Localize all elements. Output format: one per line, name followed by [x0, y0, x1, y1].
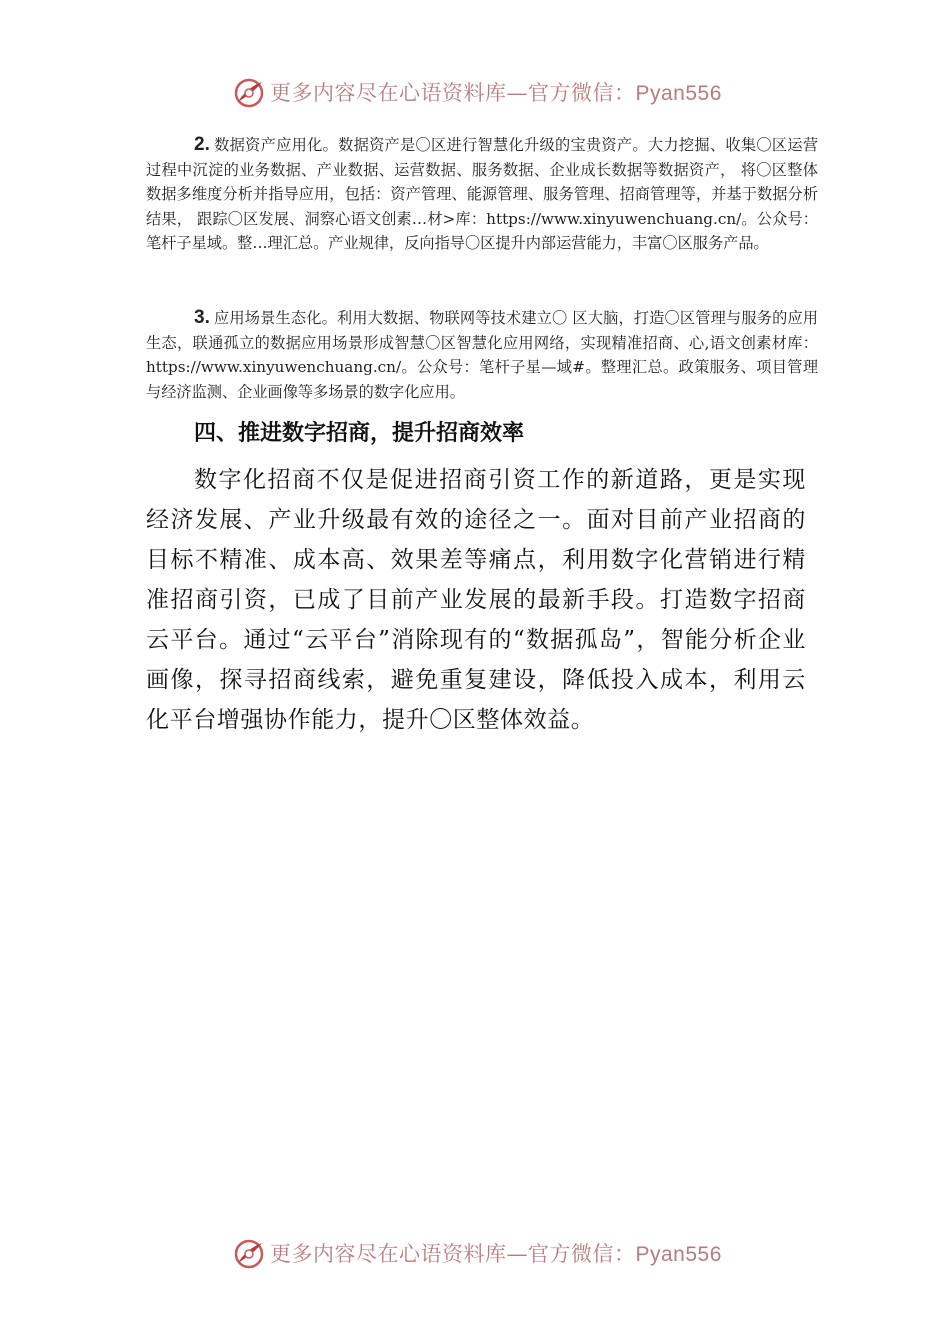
watermark-text: 更多内容尽在心语资料库—官方微信：Pyan556 — [270, 81, 722, 105]
brand-logo-icon — [232, 76, 266, 110]
section-heading: 四、推进数字招商，提升招商效率 — [194, 421, 525, 446]
body-paragraph: 数字化招商不仅是促进招商引资工作的新道路，更是实现经济发展、产业升级最有效的途径之一。面对目前产业招商的目标不精准、成本高、效果差等痛点，利用数字化营销进行精准招商引资，已成了目前产业发展的最新手段。打造数字招商云平台。通过“云平台”消除现有的“数据孤岛”，智能分析企业画像，探寻招商线索，避免重复建设，降低投入成本，利用云化平台增强协作能力，提升〇区整体效益。 — [146, 467, 806, 733]
item-number: 2. — [194, 134, 210, 155]
list-item-2 — [146, 133, 818, 256]
footer-watermark — [0, 1231, 950, 1275]
item-number: 3. — [194, 307, 210, 328]
item-text: 数据资产应用化。数据资产是〇区进行智慧化升级的宝贵资产。大力挖掘、收集〇区运营过程中沉淀的业务数据、产业数据、运营数据、服务数据、企业成长数据等数据资产， 将〇区整体数据多维度分析并指导应用，包括：资产管理、能源管理、服务管理、招商管理等，并基于数据分析结果， 跟踪〇区发展、洞察心语文创素…材>库：https://www.xinyuwenchuang.cn/。公众号：笔杆子星域。整…理汇总。产业规律，反向指导〇区提升内部运营能力，丰富〇区服务产品。 — [146, 136, 818, 253]
brand-logo-icon — [232, 1237, 266, 1271]
list-item-3 — [146, 306, 818, 404]
header-watermark — [0, 70, 950, 114]
watermark-text: 更多内容尽在心语资料库—官方微信：Pyan556 — [270, 1242, 722, 1266]
item-text: 应用场景生态化。利用大数据、物联网等技术建立〇 区大脑，打造〇区管理与服务的应用生态，联通孤立的数据应用场景形成智慧〇区智慧化应用网络，实现精准招商、心,语文创素材库：https://www.xinyuwenchuang.cn/。公众号：笔杆子星—域#。整理汇总。政策服务、项目管理与经济监测、企业画像等多场景的数字化应用。 — [146, 309, 818, 401]
